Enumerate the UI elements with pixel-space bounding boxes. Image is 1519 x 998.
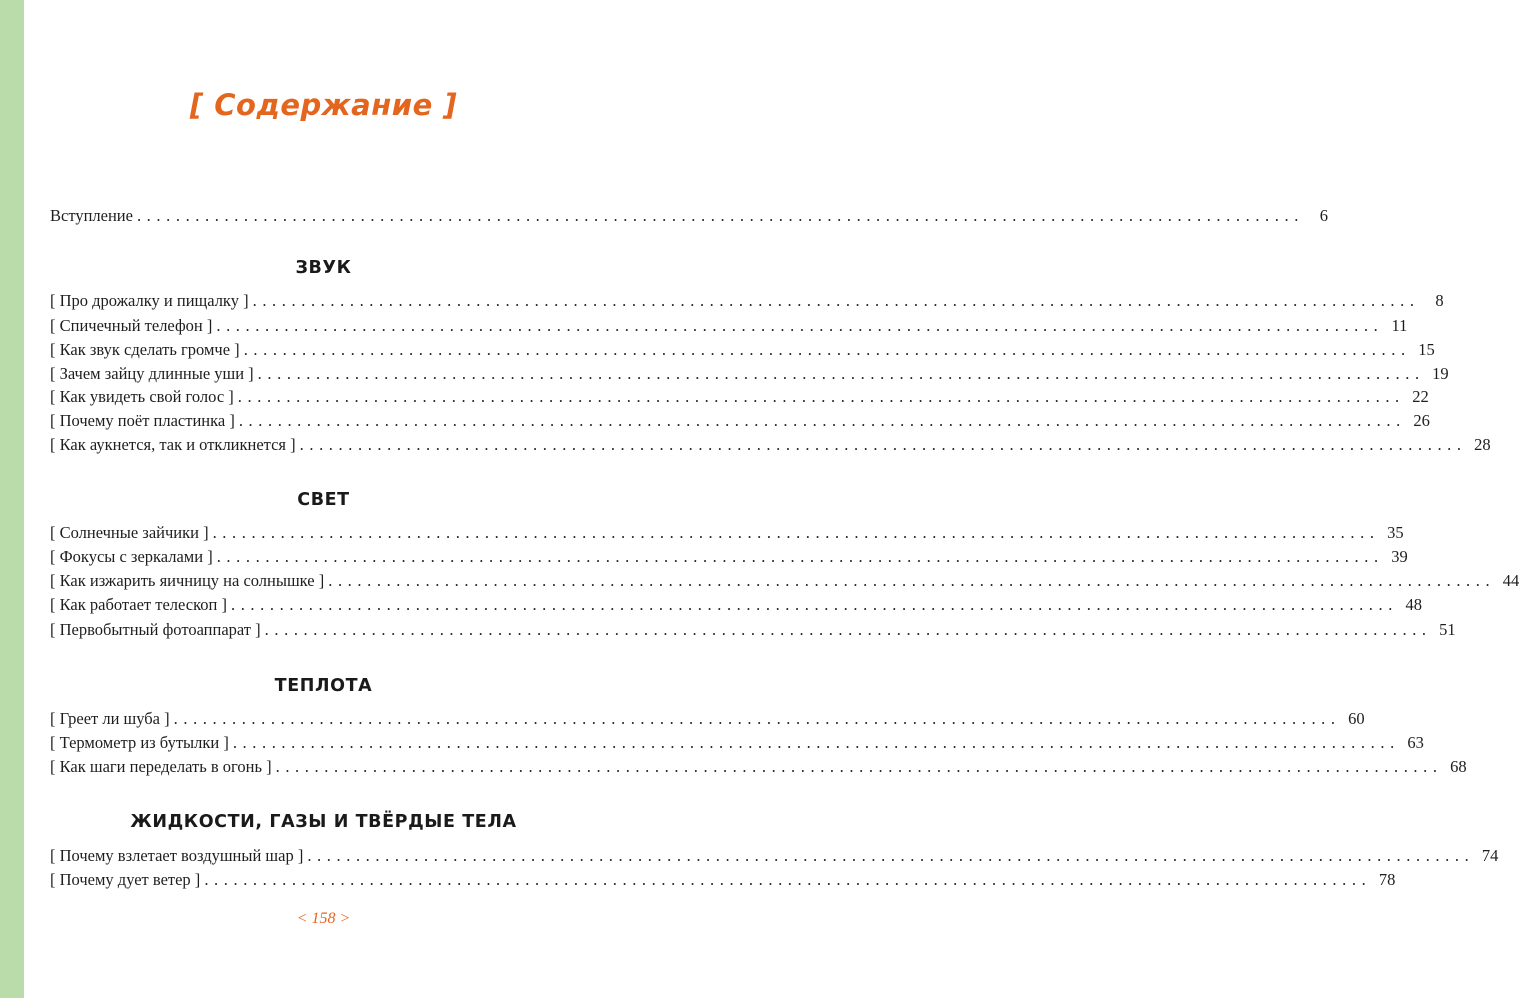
toc-entry-label: [ Почему дует ветер ] [50,870,201,889]
toc-entry[interactable] [50,619,1456,641]
toc-entry-page: 39 [1391,547,1408,566]
toc-entry-label: [ Как шаги переделать в огонь ] [50,757,272,776]
toc-entry-page: 78 [1378,870,1396,889]
toc-entry-label: [ Как работает телескоп ] [50,595,227,614]
toc-entry-page: 68 [1450,757,1467,776]
toc-entry[interactable] [50,845,1499,867]
toc-entry-page: 60 [1348,709,1365,728]
toc-entry[interactable] [50,756,1467,778]
toc-entry-intro[interactable] [50,205,1328,227]
dot-leader: ........................................................................................................................ [212,523,1380,542]
toc-entry-page: 8 [1435,291,1444,310]
dot-leader: ........................................................................................................................ [173,709,1341,728]
toc-entry[interactable] [50,732,1424,754]
section-heading-states-of-matter: ЖИДКОСТИ, ГАЗЫ И ТВЁРДЫЕ ТЕЛА [130,812,517,832]
page-edge-stripe [0,0,24,998]
toc-entry-label: [ Почему поёт пластинка ] [50,411,235,430]
toc-entry-page: 44 [1502,571,1519,590]
toc-entry[interactable] [50,570,1519,592]
toc-entry[interactable] [50,434,1491,456]
toc-entry-label: [ Первобытный фотоаппарат ] [50,620,261,639]
toc-entry-label: [ Про дрожалку и пищалку ] [50,291,249,310]
dot-leader: ........................................................................................................................ [216,316,1384,335]
page-title: [ Содержание ] [189,88,458,122]
toc-entry-page: 6 [1319,206,1328,225]
toc-entry[interactable] [50,522,1404,544]
toc-entry-label: Вступление [50,206,133,225]
dot-leader: ........................................................................................................................ [237,387,1405,406]
toc-entry-label: [ Как увидеть свой голос ] [50,387,234,406]
dot-leader: ........................................................................................................................ [243,340,1411,359]
toc-entry[interactable] [50,708,1365,730]
toc-entry-label: [ Солнечные зайчики ] [50,523,209,542]
toc-entry[interactable] [50,546,1408,568]
dot-leader: ........................................................................................................................ [275,757,1443,776]
section-heading-heat: ТЕПЛОТА [274,676,373,696]
toc-entry[interactable] [50,363,1449,385]
dot-leader: ........................................................................................................................ [216,547,1384,566]
toc-entry-label: [ Как аукнется, так и откликнется ] [50,435,296,454]
toc-entry[interactable] [50,386,1429,408]
toc-entry-page: 51 [1439,620,1456,639]
dot-leader: ........................................................................................................................ [257,364,1425,383]
toc-entry-label: [ Термометр из бутылки ] [50,733,229,752]
toc-entry-label: [ Греет ли шуба ] [50,709,170,728]
dot-leader: ........................................................................................................................ [230,595,1398,614]
toc-entry[interactable] [50,594,1422,616]
dot-leader: ........................................................................................................................ [264,620,1432,639]
dot-leader: ........................................................................................................................ [136,206,1304,225]
toc-entry-page: 74 [1481,846,1499,865]
toc-entry-page: 15 [1418,340,1435,359]
dot-leader: ........................................................................................................................ [252,291,1420,310]
toc-entry-page: 19 [1432,364,1449,383]
toc-entry-label: [ Спичечный телефон ] [50,316,213,335]
toc-entry-page: 63 [1407,733,1424,752]
section-heading-sound: ЗВУК [295,258,352,278]
dot-leader: ........................................................................................................................ [232,733,1400,752]
toc-entry-label: [ Фокусы с зеркалами ] [50,547,213,566]
toc-entry-label: [ Как звук сделать громче ] [50,340,240,359]
toc-entry-label: [ Почему взлетает воздушный шар ] [50,846,304,865]
dot-leader: ........................................................................................................................ [238,411,1406,430]
toc-entry[interactable] [50,869,1396,891]
toc-entry-page: 22 [1412,387,1429,406]
toc-entry[interactable] [50,315,1408,337]
toc-entry-label: [ Зачем зайцу длинные уши ] [50,364,254,383]
toc-entry[interactable] [50,290,1444,312]
toc-entry-page: 28 [1474,435,1491,454]
page-number: < 158 > [296,910,351,927]
section-heading-light: СВЕТ [297,490,350,510]
toc-entry-page: 48 [1405,595,1422,614]
dot-leader: ........................................................................................................................ [328,571,1496,590]
dot-leader: ........................................................................................................................ [299,435,1467,454]
dot-leader: ........................................................................................................................ [204,870,1372,889]
toc-entry-page: 35 [1387,523,1404,542]
toc-entry[interactable] [50,410,1430,432]
toc-entry-page: 11 [1391,316,1408,335]
toc-entry-label: [ Как изжарить яичницу на солнышке ] [50,571,325,590]
toc-entry-page: 26 [1413,411,1430,430]
dot-leader: ........................................................................................................................ [307,846,1475,865]
toc-entry[interactable] [50,339,1435,361]
